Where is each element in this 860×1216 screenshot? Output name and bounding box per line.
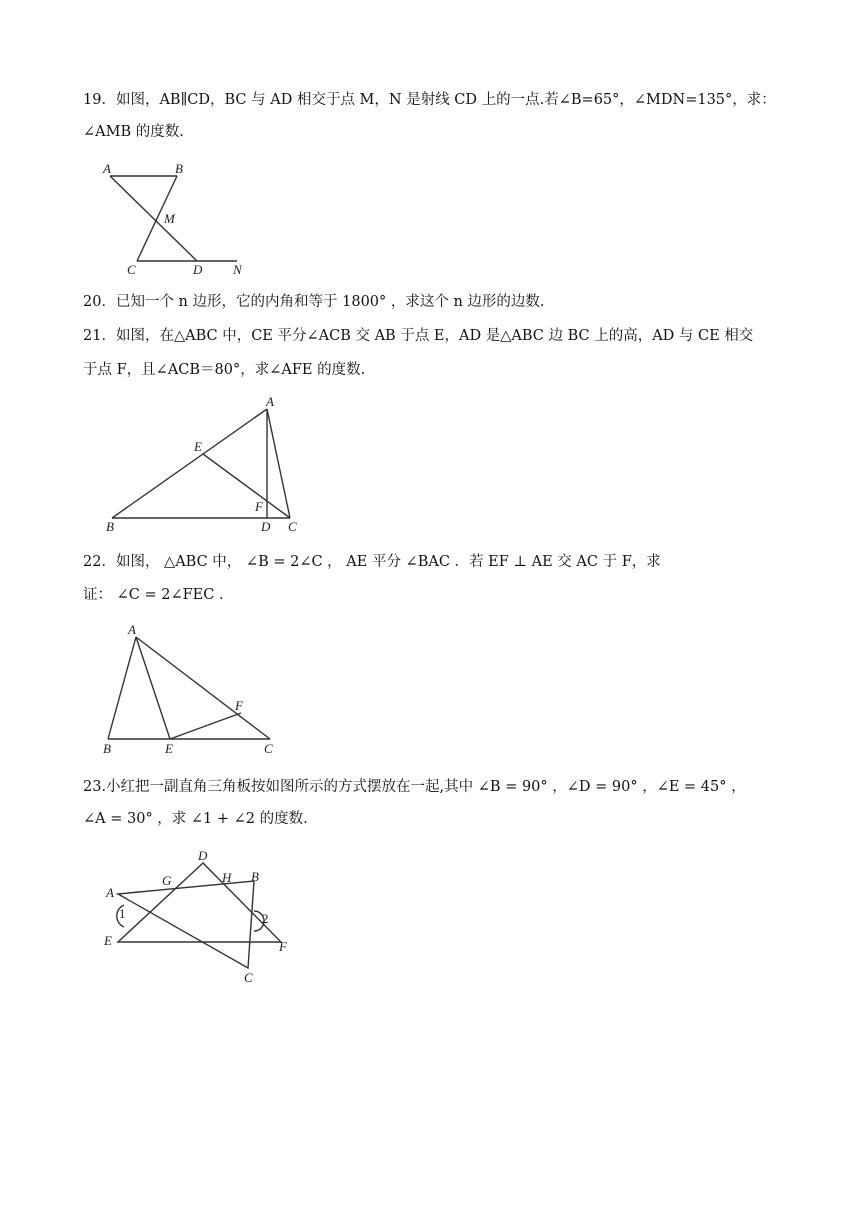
- q22-figure: [98, 620, 288, 758]
- q19-label-n: N: [233, 262, 242, 277]
- q21-label-b: B: [106, 519, 114, 534]
- q19-label-m: M: [164, 211, 175, 226]
- q23-label-angle-2: 2: [262, 911, 269, 926]
- q23-label-b: B: [251, 869, 259, 884]
- q21-text-line2: 于点 F，且∠ACB＝80°，求∠AFE 的度数.: [83, 362, 366, 378]
- q23-label-h: H: [222, 870, 232, 885]
- q21-segment-ac: [267, 409, 290, 518]
- q23-label-a: A: [106, 885, 114, 900]
- q22-label-e: E: [165, 741, 173, 756]
- q23-text-line2: ∠A = 30° ，求 ∠1 + ∠2 的度数.: [83, 811, 308, 827]
- q23-figure: [96, 845, 306, 990]
- q19-text-line2: ∠AMB 的度数.: [83, 124, 184, 140]
- q22-segment-ac: [136, 637, 270, 739]
- q22-text-line2: 证： ∠C = 2∠FEC .: [83, 587, 224, 603]
- q21-label-a: A: [266, 394, 274, 409]
- q21-segment-ba: [112, 409, 267, 518]
- q19-label-a: A: [103, 161, 111, 176]
- q23-label-e: E: [104, 933, 112, 948]
- q19-segment-ad: [110, 176, 197, 261]
- q19-text-line1: 19．如图，AB∥CD，BC 与 AD 相交于点 M，N 是射线 CD 上的一点.若∠B=65°，∠MDN=135°，求：: [83, 92, 776, 108]
- q23-label-g: G: [162, 873, 172, 888]
- q22-label-b: B: [103, 741, 111, 756]
- q22-segment-ef: [170, 713, 241, 739]
- q21-figure: [100, 393, 310, 538]
- q21-text-line1: 21．如图，在△ABC 中，CE 平分∠ACB 交 AB 于点 E，AD 是△ABC 边 BC 上的高，AD 与 CE 相交: [83, 328, 754, 344]
- q22-label-f: F: [235, 698, 243, 713]
- q19-label-d: D: [193, 262, 203, 277]
- q22-label-c: C: [264, 741, 273, 756]
- q22-text-line1: 22．如图， △ABC 中， ∠B = 2∠C ， AE 平分 ∠BAC ．若 EF ⊥ AE 交 AC 于 F，求: [83, 554, 661, 570]
- q23-label-angle-1: 1: [119, 906, 126, 921]
- q21-label-c: C: [288, 519, 297, 534]
- q20-text-line1: 20．已知一个 n 边形，它的内角和等于 1800° ，求这个 n 边形的边数.: [83, 294, 545, 310]
- q19-label-c: C: [127, 262, 136, 277]
- q22-bisector-ae: [136, 637, 170, 739]
- q21-label-e: E: [194, 439, 202, 454]
- q19-label-b: B: [175, 161, 183, 176]
- q22-segment-ab: [108, 637, 136, 739]
- q22-label-a: A: [128, 622, 136, 637]
- q23-text-line1: 23.小红把一副直角三角板按如图所示的方式摆放在一起,其中 ∠B = 90° ，∠D = 90° ，∠E = 45° ，: [83, 779, 746, 795]
- q23-label-f: F: [279, 939, 287, 954]
- q21-label-d: D: [261, 519, 271, 534]
- q23-label-d: D: [198, 848, 208, 863]
- q21-bisector-ce: [203, 454, 290, 518]
- q23-label-c: C: [244, 970, 253, 985]
- q19-figure: [95, 158, 265, 280]
- q21-label-f: F: [255, 499, 263, 514]
